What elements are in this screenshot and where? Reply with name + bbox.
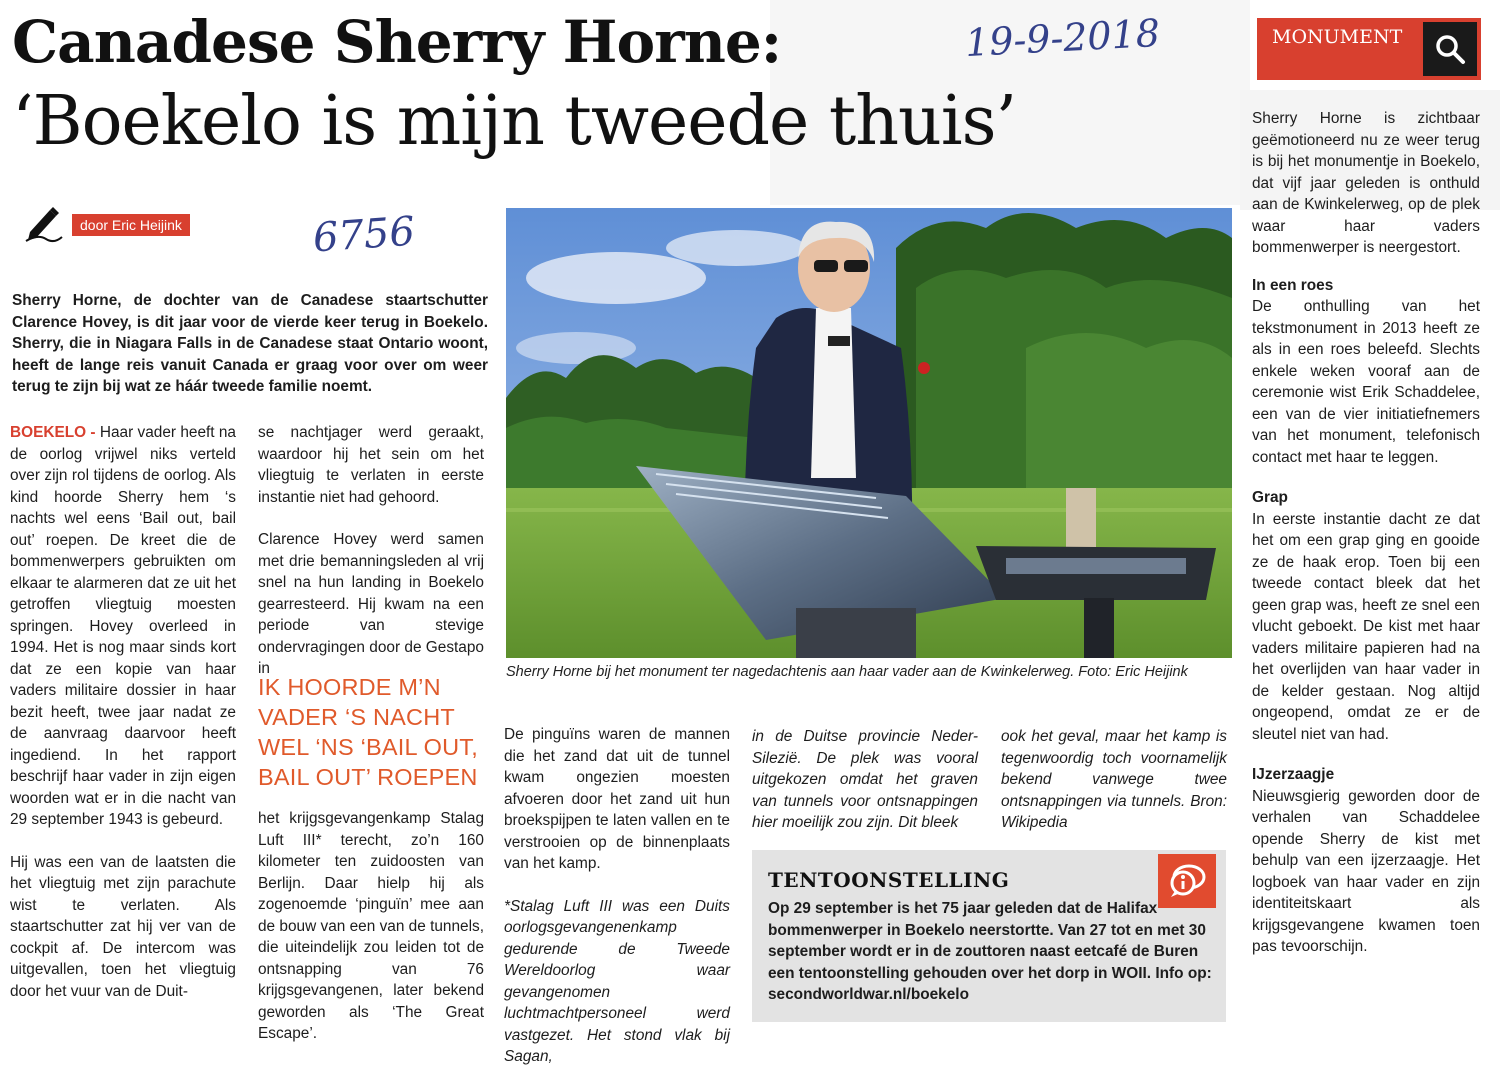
sidebar-subhead: In een roes xyxy=(1252,276,1334,294)
sidebar-subhead: Grap xyxy=(1252,489,1288,506)
article-paragraph: Hij was een van de laatsten die het vliegtuig met zijn parachute wist te verlaten. Als staartschutter zat hij ver van de cockpit af. De intercom was uitgevallen, toen het vliegtuig door het vuur van de Duit- xyxy=(10,853,236,1000)
search-icon xyxy=(1423,22,1477,76)
monument-tag-label: MONUMENT xyxy=(1272,26,1403,48)
article-column-1 xyxy=(10,422,236,1002)
article-paragraph: Clarence Hovey werd samen met drie bemanningsleden al vrij snel na hun landing in Boekelo gearresteerd. Hij kwam na een periode van stevige ondervragingen door de Gestapo in xyxy=(258,531,484,677)
byline xyxy=(24,208,190,242)
article-paragraph: Haar vader heeft na de oorlog vrijwel niks verteld over zijn rol tijdens de oorlog. Als kind hoorde Sherry hem ‘s nachts wel eens ‘Bail out, bail out’ roepen. De kreet die de bommenwerpers gebruikten om elkaar te alarmeren dat ze uit het getroffen vliegtuig moesten springen. Hovey overleed in 1994. Het is nog maar sinds kort dat ze een kopie van haar vaders militaire dossier in haar bezit heeft, twee jaar nadat ze de aanvraag daarvoor heeft ingediend. In het rapport beschrijf haar vader in zijn eigen woorden wat er in die nacht van 29 september 1943 is gebeurd. xyxy=(10,424,236,828)
monument-photo xyxy=(506,208,1232,658)
monument-tag xyxy=(1257,18,1481,80)
sidebar-paragraph: In eerste instantie dacht ze dat het om een grap ging en gooide ze de haak erop. Toen bij een tweede contact bleek dat het geen grap was, heeft ze snel een vlucht geboekt. De kist met haar vaders militaire papieren had na het overlijden van haar vader in de kelder gestaan. Nog altijd ongeopend, omdat ze er de sleutel niet van had. xyxy=(1252,510,1480,743)
article-column-3 xyxy=(504,724,730,1068)
photo-caption: Sherry Horne bij het monument ter nagedachtenis aan haar vader aan de Kwinkelerweg. Foto: Eric Heijink xyxy=(506,664,1188,680)
article-paragraph: De pinguïns waren de mannen die het zand dat uit de tunnel kwam ongezien moesten afvoeren door het zand uit hun broekspijpen te laten vallen en te verstrooien op de binnenplaats van het kamp. xyxy=(504,726,730,872)
intro-paragraph: Sherry Horne, de dochter van de Canadese staartschutter Clarence Hovey, is dit jaar voor de vierde keer terug in Boekelo. Sherry, die in Niagara Falls in de Canadese staat Ontario woont, heeft de lange reis vanuit Canada er graag voor over om weer terug te zijn bij wat ze háár tweede familie noemt. xyxy=(12,292,488,395)
pen-icon xyxy=(24,204,64,247)
dateline: BOEKELO - xyxy=(10,424,96,441)
footnote-continued: ook het geval, maar het kamp is tegenwoordig toch voornamelijk bekend vanwege twee ontsnappingen via tunnels. Bron: Wikipedia xyxy=(1001,728,1227,831)
pull-quote: IK HOORDE M’N VADER ‘S NACHT WEL ‘NS ‘BAIL OUT, BAIL OUT’ ROEPEN xyxy=(258,674,478,790)
footnote-continued: in de Duitse provincie Neder-Silezië. De plek was vooral uitgekozen omdat het graven van tunnels voor ontsnappingen hier moeilijk zou zijn. Dit bleek xyxy=(752,728,978,831)
byline-author: door Eric Heijink xyxy=(72,214,190,236)
sidebar-paragraph: De onthulling van het tekstmonument in 2013 heeft ze als in een roes beleefd. Slechts enkele weken vooraf aan de ceremonie wist Erik Schaddelee, een van de vier initiatiefnemers van het monument, telefonisch contact met haar te leggen. xyxy=(1252,298,1480,466)
article-paragraph: se nachtjager werd geraakt, waardoor hij het sein om het vliegtuig te verlaten in eerste instantie niet had gehoord. xyxy=(258,424,484,506)
sidebar-paragraph: Sherry Horne is zichtbaar geëmotioneerd nu ze weer terug is bij het monumentje in Boekelo, dat vijf jaar geleden is onthuld aan de Kwinkelerweg, op de plek waar haar vaders bommenwerper is neergestort. xyxy=(1252,110,1480,256)
article-column-5 xyxy=(1001,726,1227,834)
exhibition-box xyxy=(752,850,1226,1022)
article-column-2 xyxy=(258,422,484,680)
article-column-4 xyxy=(752,726,978,834)
article-column-2-continued xyxy=(258,808,484,1045)
article-paragraph: het krijgsgevangenkamp Stalag Luft III* terecht, zo’n 160 kilometer ten zuidoosten van Berlijn. Daar hielp hij als zogenoemde ‘pinguïn’ mee aan de bouw van een van de tunnels, die uiteindelijk zou leiden tot de ontsnapping van 76 krijgsgevangenen, later bekend geworden als ‘The Great Escape’. xyxy=(258,810,484,1042)
headline-line2: ‘Boekelo is mijn tweede thuis’ xyxy=(12,82,1017,161)
headline-line1: Canadese Sherry Horne: xyxy=(12,8,782,76)
handwritten-code: 6756 xyxy=(311,208,417,262)
sidebar-subhead: IJzerzaagje xyxy=(1252,766,1335,783)
footnote: *Stalag Luft III was een Duits oorlogsgevangenenkamp gedurende de Tweede Wereldoorlog waar gevangenomen luchtmachtpersoneel werd vastgezet. Het stond vlak bij Sagan, xyxy=(504,897,730,1065)
info-chat-icon xyxy=(1158,854,1216,908)
sidebar-paragraph: Nieuwsgierig geworden door de verhalen van Schaddelee opende Sherry de kist met behulp van een ijzerzaagje. Het logboek van haar vader en zijn identiteitskaart als krijgsgevangene kwamen toen pas tevoorschijn. xyxy=(1252,787,1480,955)
exhibition-body: Op 29 september is het 75 jaar geleden dat de Halifax bommenwerper in Boekelo neerstortte. Van 27 tot en met 30 september wordt er in de zouttoren naast eetcafé de Buren een tentoonstelling gehouden over het dorp in WOII. Info op: secondworldwar.nl/boekelo xyxy=(768,900,1212,1003)
handwritten-date: 19-9-2018 xyxy=(963,10,1161,66)
sidebar-column xyxy=(1252,108,1480,958)
exhibition-title: TENTOONSTELLING xyxy=(768,868,1010,892)
